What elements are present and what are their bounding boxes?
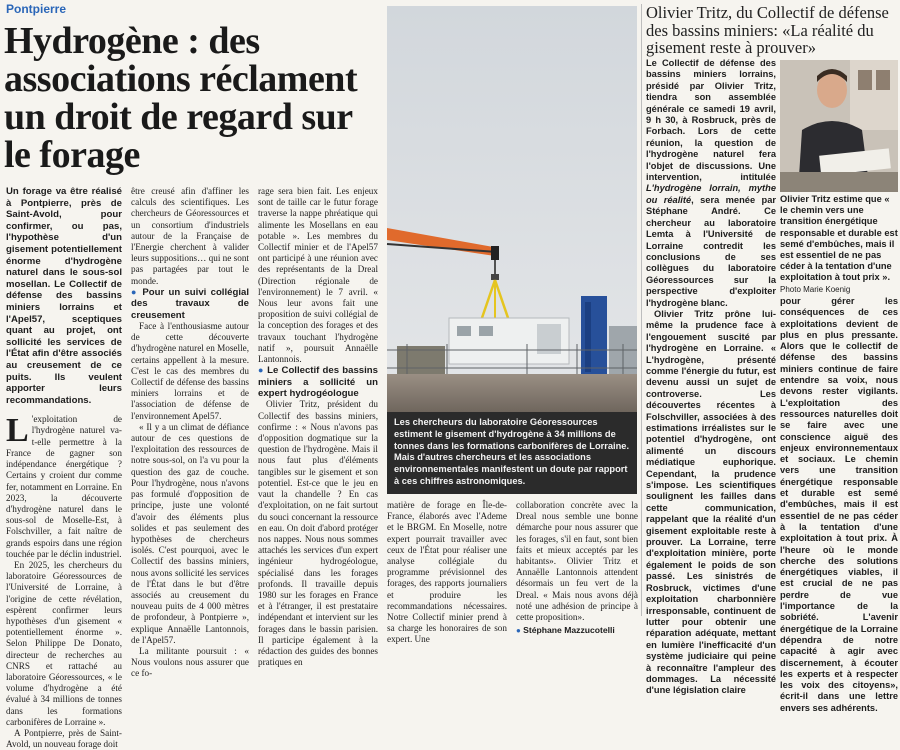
article-paragraph: Olivier Tritz, président du Collectif des bassins miniers, confirme : « Nous n'avons pas d'opposition dogmatique sur la question de l'hydrogène. Mais il nous faut plus d'éléments tangibles sur le gisement et son potentiel. Est-ce que le jeu en vaut la chandelle ? En cas d'exploitation, on ne fait surtout du souci concernant la ressource en eau. On doit d'abord protéger nos nappes. Nous nous sommes attachés les services d'un expert ingénieur hydrogéologue, spécialisé dans les forages profonds. Il travaille depuis 1980 sur les forages en France et à l'étranger, il est prestataire indépendant et intervient sur les forages dans le bassin parisien. Il participe également à la rédaction des guides des bonnes pratiques en: [258, 399, 378, 668]
photo-caption: Les chercheurs du laboratoire Géoressources estiment le gisement d'hydrogène à 34 millions de tonnes dans les formations carbonifères de Lorraine. Mais d'autres chercheurs et les associations environnementales manifestent un doute par rapport à ces chiffres astronomiques.: [387, 412, 637, 494]
portrait-illustration: [780, 60, 898, 192]
article-column-4: [387, 500, 507, 645]
sidebar-column-1: [646, 58, 776, 696]
article-paragraph: « Il y a un climat de défiance autour de ces questions de l'exploitation des ressources de notre sous-sol, on l'a vu pour la question des gaz de couche. Pour l'hydrogène, nous n'avons pas formulé d'opposition de principe, juste une volonté d'avoir des éléments plus solides et pas seulement des hypothèses de chercheurs isolés. C'est pourquoi, avec le Collectif des bassins miniers, nous avons sollicité les services de l'État dans le but d'être associés au creusement du nouveau puits de 4 000 mètres de profondeur, à Pontpierre », explique Annaëlle Lantonnois, de l'Apel57.: [131, 421, 249, 645]
sidebar-paragraph: pour gérer les conséquences de ces exploitations devient de plus en plus pressante. Alors que le collectif de défense des bassins miniers continue de faire entendre sa voix, nous devons rester vigilants. L'exploitation des ressources naturelles doit se faire avec une conscience aiguë des enjeux environnementaux et sociaux. Le chemin vers une transition énergétique responsable et durable est semé d'embûches, mais il est essentiel de ne pas céder à la tentation d'une exploitation à tout prix. À l'heure où le monde cherche des solutions énergétiques viables, il est crucial de ne pas perdre de vue l'importance de la sobriété. L'avenir énergétique de la Lorraine dépendra de notre capacité à agir avec discernement, à écouter les experts et à respecter les voix des citoyens», écrit-il dans une lettre envers ses adhérents.: [780, 296, 898, 713]
sidebar-column-2: [780, 296, 898, 713]
article-paragraph: Face à l'enthousiasme autour de cette découverte d'hydrogène naturel en Moselle, certains appellent à la mesure. C'est le cas des membres du Collectif de défense des bassins miniers lorrains et de l'association de défense de l'environnement Apel57.: [131, 321, 249, 421]
section-kicker: Pontpierre: [6, 2, 67, 16]
article-paragraph: La militante poursuit : « Nous voulons nous assurer que ce fo-: [131, 645, 249, 679]
photo-illustration: [387, 6, 637, 412]
article-subhead: ● Le Collectif des bassins miniers a sollicité un expert hydrogéologue: [258, 365, 378, 400]
portrait-photo: [780, 60, 898, 192]
sidebar-title: Olivier Tritz, du Collectif de défense des bassins miniers: «La réalité du gisement reste à prouver»: [646, 3, 889, 57]
article-column-2: [131, 186, 250, 679]
drop-cap: L: [6, 412, 29, 450]
article-headline: Hydrogène : des associations réclament un droit de regard sur le forage: [4, 20, 358, 176]
article-paragraph: rage sera bien fait. Les enjeux sont de taille car le futur forage traverse la nappe phréatique qui alimente les Mosellans en eau potable ». Les membres du Collectif minier et de l'Apel57 ont participé à une réunion avec des représentants de la Dreal (Direction régionale de l'environnement) le 7 avril. « Nous leur avons fait une proposition de suivi collégial de la conception des forages et des travaux touchant l'hydrogène natif », poursuit Annaëlle Lantonnois.: [258, 186, 378, 365]
bullet-dot-icon: ●: [131, 286, 139, 297]
portrait-caption: Olivier Tritz estime que « le chemin vers une transition énergétique responsable et durable est semé d'embûches, mais il est essentiel de ne pas céder à la tentation d'une exploitation à tout prix ». Photo Marie Koenig: [780, 194, 898, 294]
bullet-dot-icon: ●: [516, 626, 521, 636]
column-divider: [641, 4, 642, 616]
article-paragraph: matière de forage en Île-de-France, élaborés avec l'Ademe et le BRGM. En Moselle, notre expert pourrait travailler avec ceux de l'État pour réaliser une analyse collégiale du programme prévisionnel des forages, des rapports journaliers et produire les recommandations nécessaires. Notre Collectif minier prend à sa charge les honoraires de son expert. Une: [387, 500, 507, 645]
bullet-dot-icon: ●: [258, 365, 264, 376]
sidebar-intro: Le Collectif de défense des bassins miniers lorrains, présidé par Olivier Tritz, tiendra son assemblée générale ce samedi 19 avril, 9 h 30, à Rosbruck, près de Forbach. Lors de cette réunion, la question de l'hydrogène naturel fera l'objet de discussions. Une intervention, intitulée L'hydrogène lorrain, mythe ou réalité, sera menée par Stéphane André. Ce chercheur au laboratoire Lemta à l'Université de Lorraine contredit les conclusions de ses collègues du laboratoire Géoressources sur la perspective d'exploiter l'hydrogène blanc.: [646, 58, 776, 308]
article-lead: Un forage va être réalisé à Pontpierre, près de Saint-Avold, pour confirmer, ou pas, l'hypothèse d'un gisement potentiellement énorme d'hydrogène naturel dans le sous-sol mosellan. Le Collectif de défense des bassins miniers lorrains et l'Apel57, sceptiques quant au projet, ont sollicité les services de l'État afin d'être associés au creusement de ce puits. Ils veulent apporter leurs recommandations.: [6, 186, 122, 406]
sidebar-paragraph: Olivier Tritz prône lui-même la prudence face à l'engouement suscité par l'hydrogène en Lorraine. « L'hydrogène, présenté comme l'énergie du futur, est devenu aussi un sujet de controverse. Les découvertes récentes à Folschviller, associées à des estimations irréalistes sur le potentiel d'hydrogène, ont alimenté un discours médiatique euphorique. Cependant, la prudence s'impose. Les scientifiques soulignent les failles dans cette communication, rappelant que la réalité d'un gisement exploitable reste à prouver. La Lorraine, terre d'exploitation minière, porte également le poids de son passé. Les sinistrés de Rosbruck, victimes d'une exploitation charbonnière irresponsable, continuent de lutter pour obtenir une réparation adéquate, mettant en lumière l'inefficacité d'un système judiciaire qui peine à reconnaître l'ampleur des dommages. La nécessité d'une législation claire: [646, 308, 776, 696]
article-paragraph: être creusé afin d'affiner les calculs des scientifiques. Les chercheurs de Géoressources et un consortium d'industriels autour de la Française de l'Energie cherchent à valider leurs suppositions… qui ne sont pas partagées par tout le monde.: [131, 186, 249, 286]
article-column-5: [516, 500, 638, 636]
article-paragraph: A Pontpierre, près de Saint-Avold, un nouveau forage doit: [6, 727, 122, 750]
article-column-1: [6, 186, 122, 750]
photo-credit: Photo Marie Koenig: [780, 284, 851, 294]
article-column-3: [258, 186, 378, 668]
article-signature: ● Stéphane Mazzucotelli: [516, 625, 615, 636]
article-subhead: ● Pour un suivi collégial des travaux de creusement: [131, 286, 250, 321]
drilling-site-photo: [387, 6, 637, 412]
article-paragraph: L 'exploitation de l'hydrogène naturel va-t-elle permettre à la France de gagner son indépendance énergétique ? Certains y croient dur comme fer, notamment en Lorraine. En 2023, la découverte d'hydrogène naturel dans le sous-sol de Moselle-Est, à Folschviller, a fait naître de grands espoirs dans une région touchée par le déclin industriel.: [6, 412, 122, 559]
article-paragraph: collaboration concrète avec la Dreal nous semble une bonne démarche pour nous assurer que les forages, s'il en faut, sont bien faits et mieux acceptés par les habitants». Olivier Tritz et Annaëlle Lantonnois attendent désormais un feu vert de la Dreal. « Mais nous avons déjà noté une adhésion de principe à cette proposition».: [516, 500, 638, 623]
article-paragraph: En 2025, les chercheurs du laboratoire Géoressources de l'Université de Lorraine, à l'origine de cette révélation, espèrent confirmer leurs hypothèses d'un gisement « potentiellement énorme ». Selon Philippe De Donato, directeur de recherches au CNRS et rattaché au laboratoire Géoressources, « le volume d'hydrogène a été évalué à 34 millions de tonnes dans les formations carbonifères de Lorraine ».: [6, 559, 122, 727]
